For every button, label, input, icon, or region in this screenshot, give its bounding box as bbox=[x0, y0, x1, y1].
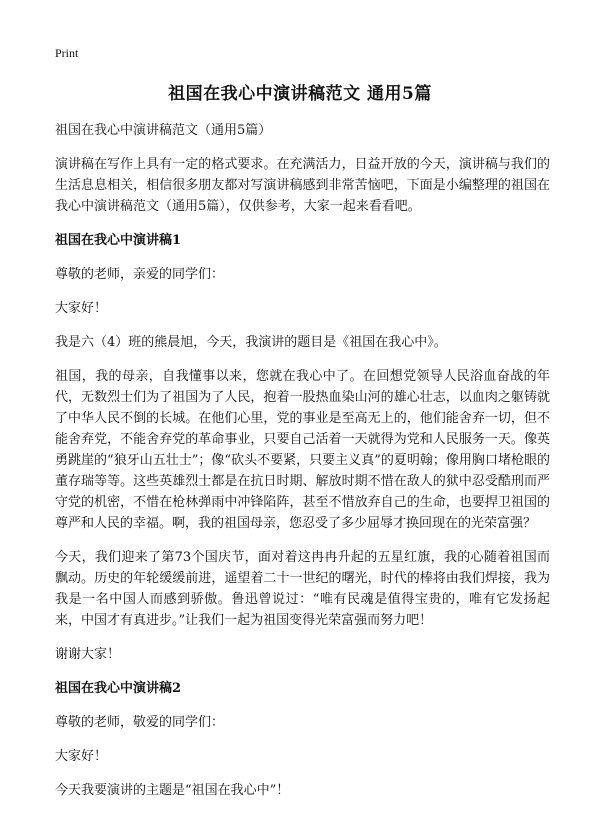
subtitle: 祖国在我心中演讲稿范文（通用5篇） bbox=[55, 123, 272, 138]
speech1-paragraph-1: 祖国，我的母亲，自我懂事以来，您就在我心中了。在回想党领导人民浴血奋战的年代，无数烈士们为了祖国为了人民，抱着一股热血染山河的雄心壮志，以血肉之躯铸就了中华人民不倒的长城。在他们心里，党的事业是至高无上的，他们能舍弃一切，但不能舍弃党，不能舍弃党的革命事业，只要自己活着一天就得为党和人民服务一天。像英勇跳崖的“狼牙山五壮士”；像“砍头不要紧，只要主义真”的夏明翰；像用胸口堵枪眼的董存瑞等等。这些英雄烈士都是在抗日时期、解放时期不惜在敌人的狱中忍受酷刑而严守党的机密，不惜在枪林弹雨中冲锋陷阵，甚至不惜放弃自己的生命，也要捍卫祖国的尊严和人民的幸福。啊，我的祖国母亲，您忍受了多少屈辱才换回现在的光荣富强？ bbox=[55, 369, 550, 531]
page-title: 祖国在我心中演讲稿范文 通用5篇 bbox=[168, 84, 432, 104]
speech1-paragraph-2: 今天，我们迎来了第73个国庆节，面对着这冉冉升起的五星红旗，我的心随着祖国而飘动。历史的年轮缓缓前进，遥望着二十一世纪的曙光，时代的棒将由我们焊接，我为我是一名中国人而感到骄傲。鲁迅曾说过：“唯有民魂是值得宝贵的，唯有它发扬起来，中国才有真进步。”让我们一起为祖国变得光荣富强而努力吧！ bbox=[55, 550, 550, 628]
speech2-greeting: 尊敬的老师，敬爱的同学们： bbox=[55, 715, 225, 730]
speech2-topic: 今天我要演讲的主题是“祖国在我心中”！ bbox=[55, 783, 290, 798]
speech1-self-intro: 我是六（4）班的熊晨旭，今天，我演讲的题目是《祖国在我心中》。 bbox=[55, 335, 447, 350]
speech1-greeting: 尊敬的老师，亲爱的同学们： bbox=[55, 267, 225, 282]
print-label: Print bbox=[55, 46, 79, 60]
speech2-heading: 祖国在我心中演讲稿2 bbox=[55, 681, 182, 696]
speech2-hello: 大家好！ bbox=[55, 749, 108, 764]
speech1-hello: 大家好！ bbox=[55, 301, 108, 316]
document-body bbox=[55, 120, 550, 814]
intro-paragraph: 演讲稿在写作上具有一定的格式要求。在充满活力，日益开放的今天，演讲稿与我们的生活息息相关，相信很多朋友都对写演讲稿感到非常苦恼吧，下面是小编整理的祖国在我心中演讲稿范文（通用5篇），仅供参考，大家一起来看看吧。 bbox=[55, 157, 550, 214]
speech1-thanks: 谢谢大家！ bbox=[55, 647, 121, 662]
speech1-heading: 祖国在我心中演讲稿1 bbox=[55, 233, 182, 248]
